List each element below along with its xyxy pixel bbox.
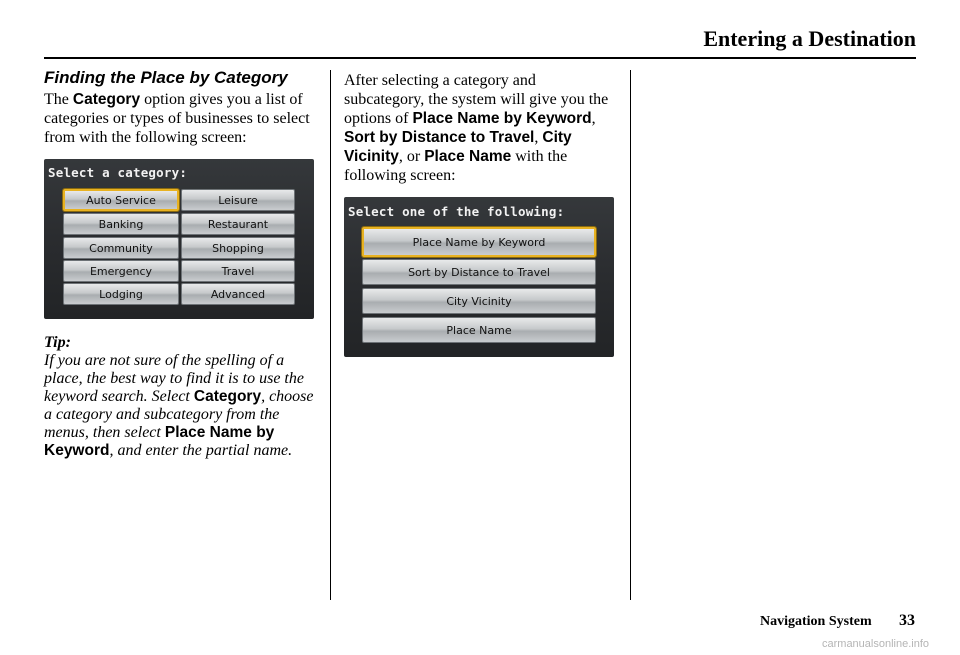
city-vicinity-button[interactable]: City Vicinity	[362, 288, 596, 314]
category-community-button[interactable]: Community	[63, 237, 179, 259]
right-column	[344, 71, 620, 357]
place-name-by-keyword-button[interactable]: Place Name by Keyword	[362, 227, 596, 257]
category-travel-button[interactable]: Travel	[181, 260, 295, 282]
category-leisure-button[interactable]: Leisure	[181, 189, 295, 211]
category-auto-service-button[interactable]: Auto Service	[63, 189, 179, 211]
category-screen	[44, 159, 314, 319]
section-heading: Finding the Place by Category	[44, 68, 288, 87]
screen-title: Select a category:	[48, 165, 188, 180]
category-emergency-button[interactable]: Emergency	[63, 260, 179, 282]
category-description: The Category option gives you a list of categories or types of businesses to select from with the following screen:	[44, 91, 310, 146]
category-lodging-button[interactable]: Lodging	[63, 283, 179, 305]
category-term: Category	[72, 91, 141, 108]
tip-keyword-term: Place Name by Keyword	[44, 424, 275, 459]
tip-category-term: Category	[193, 388, 262, 405]
watermark: carmanualsonline.info	[822, 638, 930, 650]
tip-label: Tip:	[44, 334, 71, 351]
category-banking-button[interactable]: Banking	[63, 213, 179, 235]
category-shopping-button[interactable]: Shopping	[181, 237, 295, 259]
sort-by-distance-button[interactable]: Sort by Distance to Travel	[362, 259, 596, 285]
category-restaurant-button[interactable]: Restaurant	[181, 213, 295, 235]
screen-title: Select one of the following:	[348, 204, 565, 219]
header-rule	[44, 57, 916, 59]
options-screen	[344, 197, 614, 357]
category-advanced-button[interactable]: Advanced	[181, 283, 295, 305]
column-divider	[630, 70, 631, 600]
page-number: 33	[899, 612, 915, 629]
page-title: Entering a Destination	[703, 26, 916, 51]
tip-text: If you are not sure of the spelling of a place, the best way to find it is to use the keyword search. Select Category, choose a category and subcategory from the menus, then select Place Name by Keyword, and enter the partial name.	[44, 352, 314, 459]
options-description: After selecting a category and subcategory, the system will give you the options of Place Name by Keyword, Sort by Distance to Travel, City Vicinity, or Place Name with the following screen:	[344, 72, 609, 184]
place-name-button[interactable]: Place Name	[362, 317, 596, 343]
column-divider	[330, 70, 331, 600]
left-column	[44, 68, 320, 460]
footer-label: Navigation System	[760, 614, 872, 629]
